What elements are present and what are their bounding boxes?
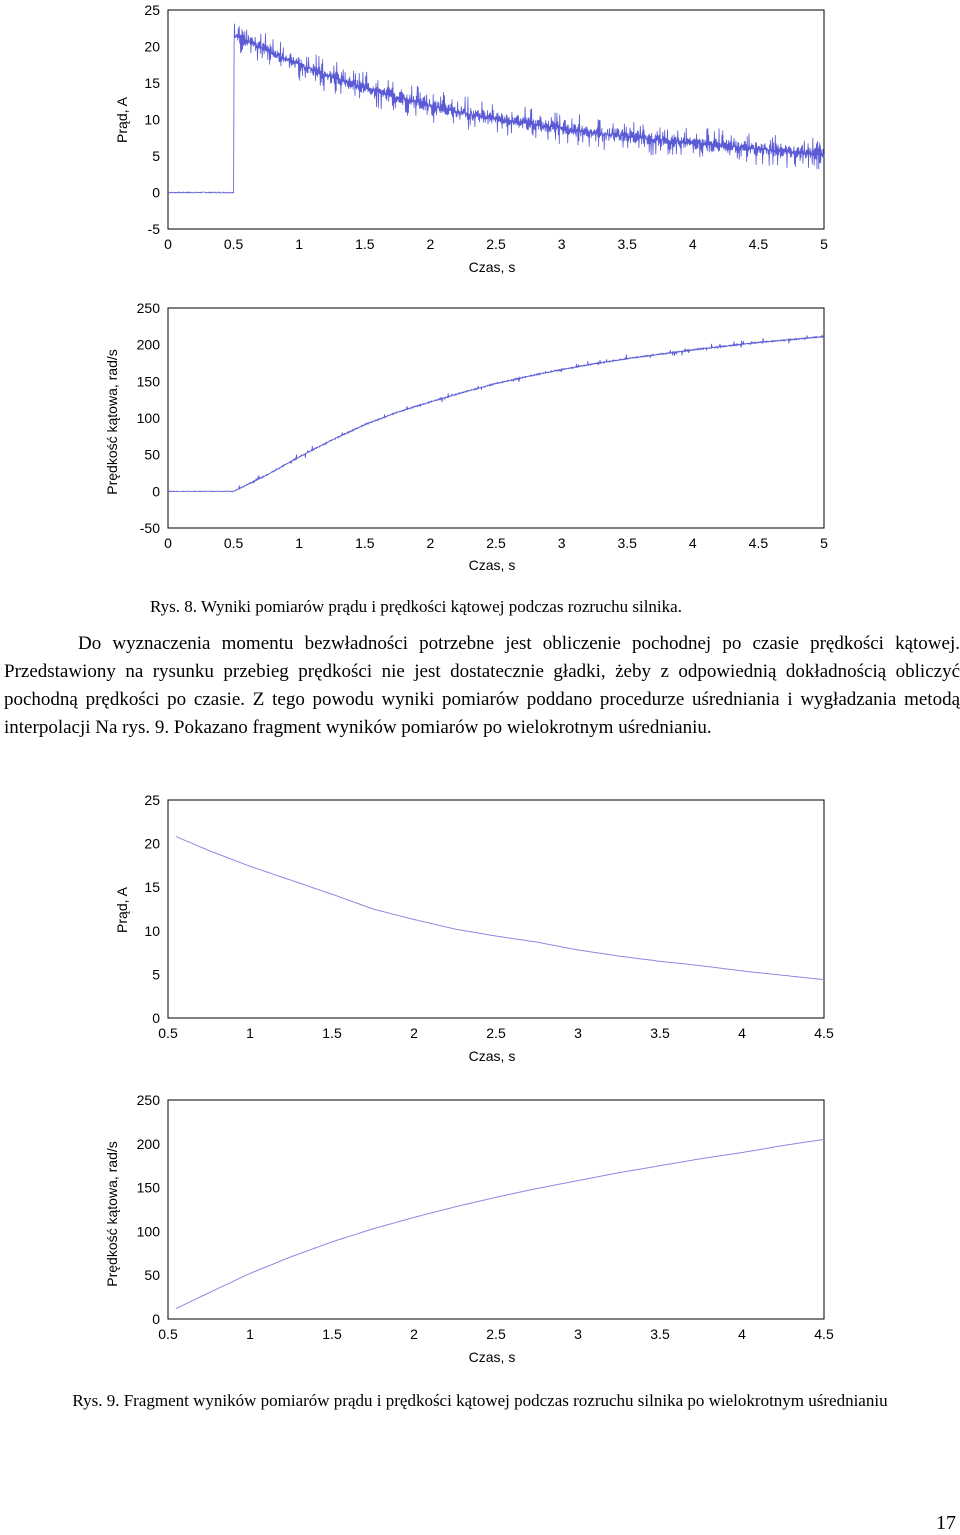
x-tick-label: 4 xyxy=(738,1025,746,1041)
x-tick-labels xyxy=(164,535,828,551)
y-tick-label: -50 xyxy=(139,520,160,536)
y-tick-label: 250 xyxy=(136,300,160,316)
y-tick-label: 5 xyxy=(152,966,160,983)
x-tick-label: 2 xyxy=(426,535,435,551)
series-line xyxy=(176,837,824,980)
x-tick-label: 3 xyxy=(557,535,566,551)
chart-speed-raw xyxy=(0,298,960,588)
series-speed-avg xyxy=(176,1139,824,1308)
x-tick-label: 2 xyxy=(426,236,435,252)
y-tick-label: 50 xyxy=(144,446,160,463)
x-axis-label: Czas, s xyxy=(468,259,516,275)
x-tick-label: 0 xyxy=(164,535,172,551)
y-tick-label: 100 xyxy=(136,1223,160,1240)
x-tick-label: 1 xyxy=(295,535,304,551)
y-tick-labels xyxy=(137,1092,161,1327)
x-tick-label: 3.5 xyxy=(617,535,637,551)
x-axis-label: Czas, s xyxy=(468,557,516,573)
plot-area xyxy=(104,300,828,573)
x-tick-label: 2.5 xyxy=(486,535,506,551)
y-tick-label: 15 xyxy=(144,879,160,896)
y-tick-label: 5 xyxy=(152,148,160,164)
plot-frame xyxy=(168,308,824,528)
series-line xyxy=(168,335,824,492)
y-tick-labels xyxy=(144,792,160,1026)
x-tick-label: 3.5 xyxy=(617,236,637,252)
plot-area xyxy=(114,792,834,1064)
x-tick-label: 5 xyxy=(820,535,828,551)
x-tick-label: 4.5 xyxy=(748,236,769,252)
x-tick-label: 2.5 xyxy=(486,236,506,252)
x-tick-label: 0.5 xyxy=(223,535,244,551)
y-tick-label: 25 xyxy=(144,2,160,18)
x-tick-label: 2 xyxy=(410,1025,418,1041)
y-tick-label: 50 xyxy=(144,1267,160,1284)
y-tick-label: 0 xyxy=(152,483,160,500)
x-tick-labels xyxy=(164,236,828,252)
body-paragraph xyxy=(4,630,960,742)
y-tick-label: 10 xyxy=(144,111,160,128)
chart-current-avg xyxy=(0,790,960,1080)
x-tick-label: 1 xyxy=(246,1326,254,1342)
y-axis-label: Prędkość kątowa, rad/s xyxy=(104,1141,120,1287)
paragraph-text: Do wyznaczenia momentu bezwładności potrzebne jest obliczenie pochodnej po czasie prędkości kątowej. Przedstawiony na rysunku przebieg prędkości nie jest dostatecznie gładki, żeby z odpowiednią dokładnością obliczyć pochodną prędkości po czasie. Z tego powodu wyniki pomiarów poddano procedurze uśredniania i wygładzania metodą interpolacji Na rys. 9. Pokazano fragment wyników pomiarów po wielokrotnym uśrednianiu. xyxy=(4,633,960,738)
x-tick-label: 0 xyxy=(164,236,172,252)
series-line xyxy=(176,1139,824,1308)
y-tick-label: 25 xyxy=(144,792,160,808)
y-axis-label: Prędkość kątowa, rad/s xyxy=(104,349,120,495)
y-tick-label: 200 xyxy=(136,336,160,353)
series-current-raw xyxy=(168,24,824,193)
chart-current-raw xyxy=(0,0,960,290)
x-axis-label: Czas, s xyxy=(468,1349,516,1365)
y-tick-label: 15 xyxy=(144,75,160,91)
x-tick-label: 1.5 xyxy=(322,1025,342,1041)
x-tick-label: 1 xyxy=(295,236,304,252)
y-tick-label: 150 xyxy=(136,373,160,390)
x-tick-label: 3 xyxy=(574,1025,582,1041)
y-tick-label: 20 xyxy=(144,835,160,852)
y-tick-labels xyxy=(144,2,160,237)
series-current-avg xyxy=(176,837,824,980)
y-tick-label: 0 xyxy=(152,1010,160,1026)
x-tick-label: 0.5 xyxy=(158,1025,178,1041)
x-tick-label: 4.5 xyxy=(814,1025,834,1041)
x-tick-label: 4 xyxy=(688,236,697,252)
x-tick-label: 3 xyxy=(557,236,566,252)
x-tick-label: 0.5 xyxy=(158,1326,178,1342)
y-tick-label: 150 xyxy=(136,1179,160,1196)
figure-9-caption: Rys. 9. Fragment wyników pomiarów prądu i prędkości kątowej podczas rozruchu silnika po wielokrotnym uśrednianiu xyxy=(72,1391,888,1410)
y-tick-label: 250 xyxy=(136,1092,160,1108)
plot-frame xyxy=(168,1100,824,1319)
x-tick-label: 1.5 xyxy=(355,535,375,551)
x-axis-label: Czas, s xyxy=(468,1048,516,1064)
x-tick-label: 4 xyxy=(738,1326,746,1342)
series-line xyxy=(168,24,824,193)
plot-area xyxy=(114,2,828,275)
x-tick-label: 1.5 xyxy=(355,236,375,252)
y-tick-label: 200 xyxy=(136,1135,160,1152)
series-speed-raw xyxy=(168,335,824,492)
figure-8-caption: Rys. 8. Wyniki pomiarów prądu i prędkości kątowej podczas rozruchu silnika. xyxy=(150,597,682,616)
y-tick-label: 20 xyxy=(144,38,160,55)
x-tick-label: 4.5 xyxy=(814,1326,834,1342)
y-axis-label: Prąd, A xyxy=(114,887,130,933)
y-tick-label: -5 xyxy=(147,221,160,237)
x-tick-labels xyxy=(158,1326,834,1342)
x-tick-label: 2.5 xyxy=(486,1326,506,1342)
x-tick-label: 1 xyxy=(246,1025,254,1041)
x-tick-label: 3.5 xyxy=(650,1025,670,1041)
x-tick-label: 0.5 xyxy=(223,236,244,252)
y-tick-labels xyxy=(137,300,161,536)
plot-area xyxy=(104,1092,834,1365)
y-tick-label: 0 xyxy=(152,1311,160,1327)
y-tick-label: 100 xyxy=(136,410,160,426)
x-tick-label: 2.5 xyxy=(486,1025,506,1041)
x-tick-labels xyxy=(158,1025,834,1041)
y-tick-label: 0 xyxy=(152,184,160,201)
x-tick-label: 4.5 xyxy=(748,535,769,551)
page-number: 17 xyxy=(936,1512,956,1534)
x-tick-label: 5 xyxy=(820,236,828,252)
x-tick-label: 1.5 xyxy=(322,1326,342,1342)
y-tick-label: 10 xyxy=(144,922,160,939)
chart-speed-avg xyxy=(0,1090,960,1380)
x-tick-label: 3.5 xyxy=(650,1326,670,1342)
x-tick-label: 2 xyxy=(410,1326,418,1342)
x-tick-label: 4 xyxy=(688,535,697,551)
y-axis-label: Prąd, A xyxy=(114,97,130,143)
x-tick-label: 3 xyxy=(574,1326,582,1342)
plot-frame xyxy=(168,800,824,1018)
